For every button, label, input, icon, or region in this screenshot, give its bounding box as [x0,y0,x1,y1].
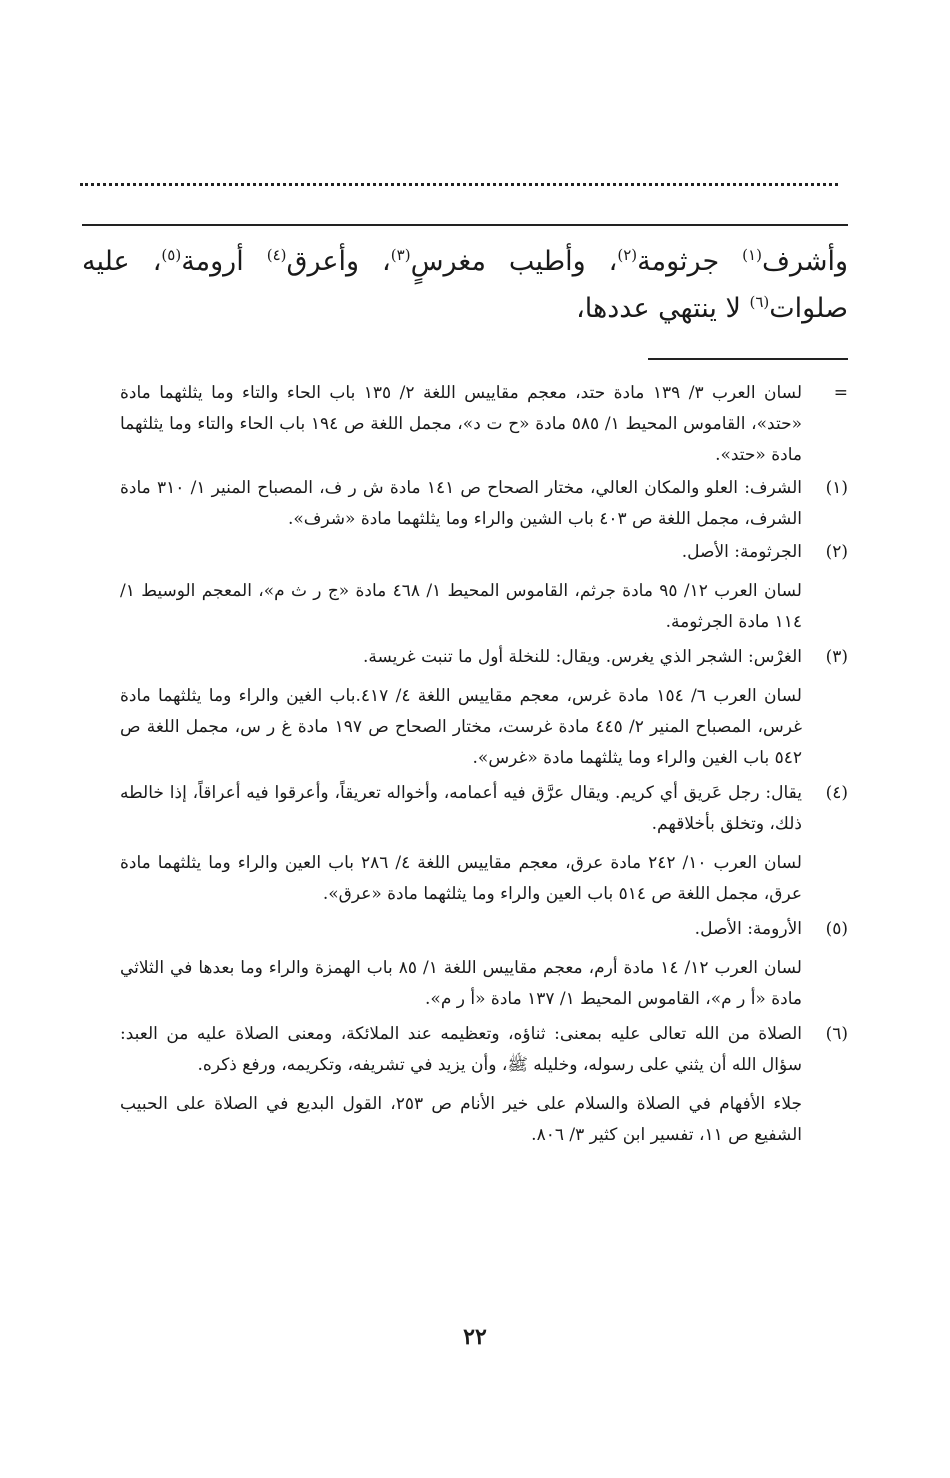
footnote-text: الغرْس: الشجر الذي يغرس. ويقال: للنخلة أول ما تنبت غريسة. [362,647,802,667]
footnote-4 [82,778,848,840]
footnote-source: لسان العرب ١٠/ ٢٤٢ مادة عرق، معجم مقاييس اللغة ٤/ ٢٨٦ باب العين والراء وما يثلثهما مادة عرق، مجمل اللغة ص ٥١٤ باب العين والراء وما يثلثهما مادة «عرق». [120,853,802,904]
main-text [82,238,848,332]
footnote-ref-3: (٣) [390,246,411,264]
footnote-marker: = [833,383,848,403]
footnote-2 [82,537,848,568]
main-text-line-1: وأشرف$^{(١)}$ جرثومة$^{(٢)}$، وأطيب مغرسٍ$^{(٣)}$، وأعرق$^{(٤)}$ أرومة$^{(٥)}$، عليه [82,246,849,277]
dotted-separator [80,183,838,186]
footnote-text: لسان العرب ٣/ ١٣٩ مادة حتد، معجم مقاييس اللغة ٢/ ١٣٥ باب الحاء والتاء وما يثلثهما مادة «حتد»، القاموس المحيط ١/ ٥٨٥ مادة «ح ت د»، مجمل اللغة ص ١٩٤ باب الحاء والتاء وما يثلثهما مادة «حتد». [120,383,803,465]
footnote-5 [82,914,848,945]
footnote-marker: (٢) [825,542,848,562]
footnote-ref-4: (٤) [266,246,287,264]
footnote-marker: (٥) [825,919,848,939]
footnote-6 [82,1019,848,1081]
footnote-text: الجرثومة: الأصل. [681,542,802,562]
footnote-text: يقال: رجل عَريق أي كريم. ويقال عرَّق فيه أعمامه، وأخواله تعريقاً، وأعرقوا فيه أعراقاً، إذا خالطه ذلك، وتخلق بأخلاقهم. [120,783,802,834]
footnote-source: لسان العرب ١٢/ ٩٥ مادة جرثم، القاموس المحيط ١/ ٤٦٨ مادة «ج ر ث م»، المعجم الوسيط ١/ ١١٤ مادة الجرثومة. [120,581,802,632]
footnote-text: الصلاة من الله تعالى عليه بمعنى: ثناؤه، وتعظيمه عند الملائكة، ومعنى الصلاة عليه من العبد: سؤال الله أن يثني على رسوله، وخليله ﷺ، وأن يزيد في تشريفه، وتكريمه، ورفع ذكره. [120,1024,802,1075]
footnote-3 [82,642,848,673]
footnote-ref-6: (٦) [749,293,770,311]
page-number: ٢٢ [463,1324,487,1350]
footnote-ref-2: (٢) [617,246,638,264]
footnote-marker: (٣) [825,647,848,667]
header-rule [82,224,848,226]
footnote-marker: (٦) [825,1024,848,1044]
footnote-continued [82,378,848,471]
footnote-1 [82,473,848,535]
main-text-line-2: صلوات$^{(٦)}$ لا ينتهي عددها، [576,293,848,324]
footnote-ref-5: (٥) [161,246,182,264]
footnote-separator [648,358,848,360]
footnote-ref-1: (١) [742,246,762,264]
footnote-text: الشرف: العلو والمكان العالي، مختار الصحاح ص ١٤١ مادة ش ر ف، المصباح المنير ١/ ٣١٠ مادة الشرف، مجمل اللغة ص ٤٠٣ باب الشين والراء وما يثلثهما مادة «شرف». [120,478,802,529]
footnote-marker: (٤) [825,783,848,803]
footnotes [82,378,848,1155]
footnote-source: لسان العرب ٦/ ١٥٤ مادة غرس، معجم مقاييس اللغة ٤/ ٤١٧.باب الغين والراء وما يثلثهما مادة غرس، المصباح المنير ٢/ ٤٤٥ مادة غرست، مختار الصحاح ص ١٩٧ مادة غ ر س، مجمل اللغة ص ٥٤٢ باب الغين والراء وما يثلثهما مادة «غرس». [120,686,802,768]
footnote-text: الأرومة: الأصل. [694,919,802,939]
footnote-marker: (١) [825,478,848,498]
footnote-source: لسان العرب ١٢/ ١٤ مادة أرم، معجم مقاييس اللغة ١/ ٨٥ باب الهمزة والراء وما بعدها في الثلاثي مادة «أ ر م»، القاموس المحيط ١/ ١٣٧ مادة «أ ر م». [120,958,802,1009]
footnote-source: جلاء الأفهام في الصلاة والسلام على خير الأنام ص ٢٥٣، القول البديع في الصلاة على الحبيب الشفيع ص ١١، تفسير ابن كثير ٣/ ٨٠٦. [120,1094,802,1145]
